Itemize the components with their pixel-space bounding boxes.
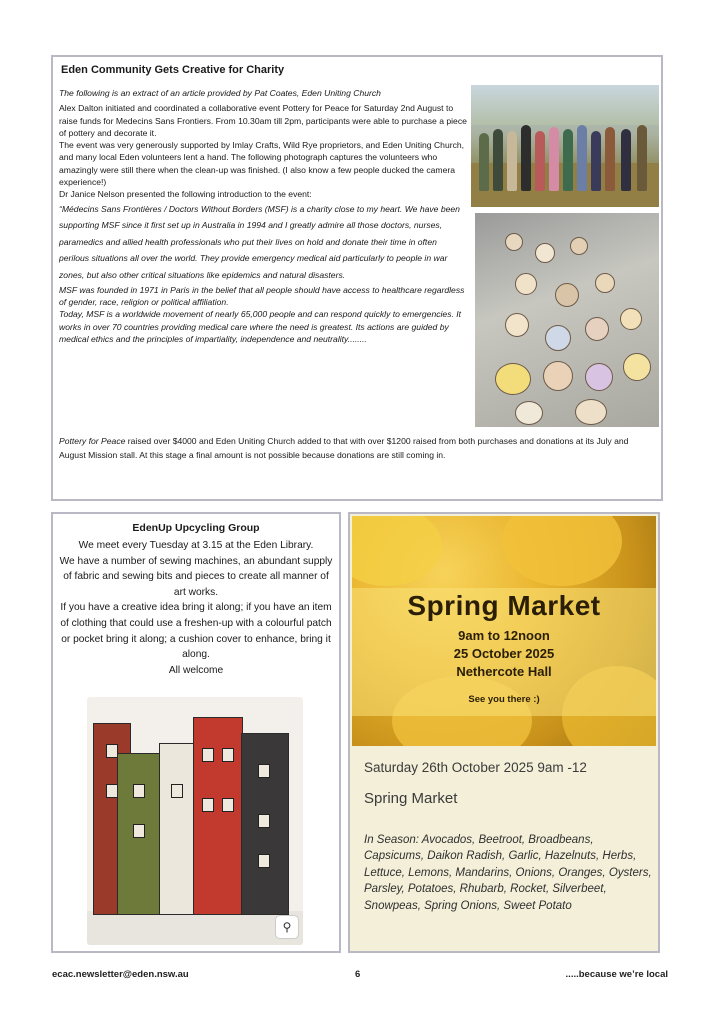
article-body (59, 87, 467, 345)
poster-see-you: See you there :) (468, 694, 540, 705)
poster-title: Spring Market (407, 590, 601, 621)
article-title: Eden Community Gets Creative for Charity (61, 64, 285, 76)
spring-market-poster (352, 516, 656, 746)
upcycling-line: If you have a creative idea bring it along; if you have an item of clothing that could use a freshen-up with a colourful patch or pocket bring it along; a cushion cover to enhance, bring it along. (60, 602, 332, 661)
image-search-icon[interactable]: ⚲ (275, 915, 299, 939)
pottery-photo (475, 213, 659, 427)
in-season-list: In Season: Avocados, Beetroot, Broadbeans, Capsicums, Daikon Radish, Garlic, Hazelnuts, Herbs, Lettuce, Lemons, Mandarins, Onions, Oranges, Oysters, Parsley, Potatoes, Rhubarb, Rocket, Silverbeet, Snowpeas, Spring Onions, Sweet Potato (364, 834, 652, 912)
upcycling-box (51, 512, 341, 953)
article-quote-1: “Médecins Sans Frontières / Doctors Without Borders (MSF) is a charity close to my heart. We have been supporting MSF since it first set up in Australia in 1994 and I greatly admire all those doctors, nurses, paramedics and allied health professionals who put their lives on hold and donate their time in often perilous situations all over the world. They provide emergency medical aid particularly to people in war zones, but also other critical situations like epidemics and natural disasters. (59, 203, 460, 281)
article-para-1: Alex Dalton initiated and coordinated a collaborative event Pottery for Peace for Saturday 2nd August to raise funds for Medecins Sans Frontiers. From 10.30am till 2pm, participants were able to purchase a piece of pottery and decorate it. (59, 103, 467, 138)
volunteers-photo (471, 85, 659, 207)
footer-tagline: .....because we’re local (565, 969, 668, 980)
poster-venue: Nethercote Hall (456, 664, 552, 679)
article-quote-2: MSF was founded in 1971 in Paris in the belief that all people should have access to healthcare regardless of gender, race, religion or political affiliation. (59, 284, 465, 307)
article-quote-3: Today, MSF is a worldwide movement of nearly 65,000 people and can respond quickly to emergencies. It works in over 70 countries providing medical care where the need is greatest. Its actions are guided by medical ethics and the principles of impartiality, independence and neutrality........ (59, 309, 462, 344)
article-box (51, 55, 663, 501)
market-date-line: Saturday 26th October 2025 9am -12 (364, 760, 587, 775)
article-para-2: The event was very generously supported by Imlay Crafts, Wild Rye proprietors, and Eden Uniting Church, and many local Eden volunteers lent a hand. The following photograph captures the volunteers who amazingly were still there when the clean-up was finished. (I also know a few people ducked the camera experience!) (59, 140, 465, 188)
upcycling-body (57, 538, 335, 678)
poster-time: 9am to 12noon (458, 628, 550, 643)
footer-page-number: 6 (355, 969, 361, 980)
upcycling-line: We meet every Tuesday at 3.15 at the Eden Library. (78, 540, 314, 551)
article-closing (59, 435, 657, 462)
textile-houses-artwork (87, 697, 303, 945)
article-para-3: Dr Janice Nelson presented the following introduction to the event: (59, 189, 312, 200)
upcycling-line: We have a number of sewing machines, an abundant supply of fabric and sewing bits and pieces to create all manner of art works. (59, 555, 333, 598)
market-name: Spring Market (364, 790, 458, 807)
footer-email[interactable]: ecac.newsletter@eden.nsw.au (52, 969, 189, 980)
spring-market-box (348, 512, 660, 953)
article-closing-text: raised over $4000 and Eden Uniting Church added to that with over $1200 raised from both purchases and donations at its July and August Mission stall. At this stage a final amount is not possible because donations are still coming in. (59, 436, 629, 460)
article-intro: The following is an extract of an article provided by Pat Coates, Eden Uniting Church (59, 88, 381, 98)
article-closing-event: Pottery for Peace (59, 436, 126, 446)
upcycling-title: EdenUp Upcycling Group (132, 522, 260, 534)
upcycling-line: All welcome (168, 664, 224, 676)
poster-date: 25 October 2025 (453, 646, 555, 661)
